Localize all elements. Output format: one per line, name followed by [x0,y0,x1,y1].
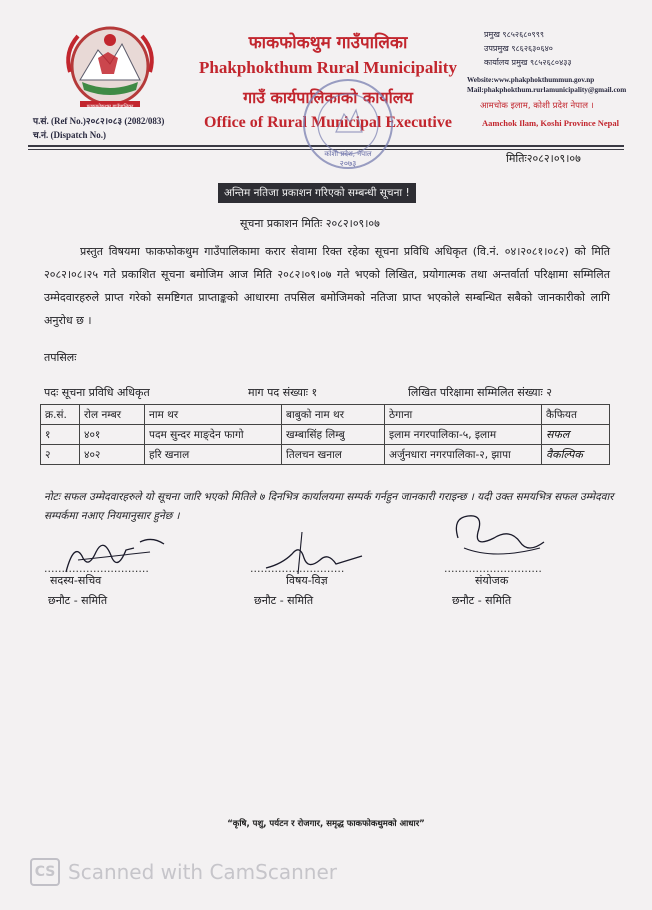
col-father-name: बाबुको नाम थर [282,405,385,425]
contact-office-chief: कार्यालय प्रमुख ९८५२६८०४३३ [484,58,572,67]
result-table [40,404,610,465]
col-name: नाम थर [145,405,282,425]
committee-label: छनौट - समिति [452,594,512,607]
cell-sn: १ [41,425,80,445]
cell-father-name: खम्बासिंह लिम्बु [282,425,385,445]
committee-label: छनौट - समिति [254,594,314,607]
municipality-name-np: फाकफोकथुम गाउँपालिका [248,33,408,53]
issue-date: मितिः२०८२।०९।०७ [506,152,581,165]
examinee-count: लिखित परिक्षामा सम्मिलित संख्याः २ [408,386,552,399]
signature-line: ............................ [444,562,542,575]
signature-line: .............................. [44,562,149,575]
contact-numbers [484,28,572,70]
publish-date: सूचना प्रकाशन मितिः २०८२।०९।०७ [240,217,380,230]
cell-sn: २ [41,445,80,465]
emblem-ribbon-text: फाकफोकथुम गाउँपालिका [86,104,134,110]
col-sn: क्र.सं. [41,405,80,425]
cell-roll: ४०२ [80,445,145,465]
signatory-coordinator: संयोजक [475,574,509,587]
cell-name: हरि खनाल [145,445,282,465]
notice-body-text: प्रस्तुत विषयमा फाकफोकथुम गाउँपालिकामा करार सेवामा रिक्त रहेका सूचना प्रविधि अधिकृत (वि.नं. ०४।२०८१।०८२) को मिति २०८२।०८।२५ गते प्रकाशित सूचना बमोजिम आज मिति २०८२।०९।०७ गते भएको लिखित, प्रयोगात्मक तथा अन्तर्वार्ता परिक्षामा सम्मिलित उम्मेदवारहरुले प्राप्त गरेको समष्टिगत प्राप्ताङ्कको आधारमा तपसिल बमोजिमको नतिजा प्राप्त भएकोले सम्बन्धित सबैको जानकारीको लागि अनुरोध छ । [44,245,610,327]
official-seal-stamp [300,76,396,172]
footer-slogan: “कृषि, पशु, पर्यटन र रोजगार, समृद्ध फाकफोकथुमको आधार” [227,819,425,829]
col-address: ठेगाना [385,405,542,425]
committee-label: छनौट - समिति [48,594,108,607]
municipality-name-en: Phakphokthum Rural Municipality [199,58,457,77]
website-link[interactable]: Website:www.phakphokthummun.gov.np [467,76,595,84]
camscanner-logo-icon: CS [30,858,60,886]
office-name-en: Office of Rural Municipal Executive [204,114,452,131]
col-roll: रोल नम्बर [80,405,145,425]
reference-number: प.सं. (Ref No.)२०८२।०८३ (2082/083) [33,116,165,126]
note-text: नोटः सफल उम्मेदवारहरुले यो सूचना जारि भएको मितिले ७ दिनभित्र कार्यालयमा सम्पर्क गर्नहुन जानकारी गराइन्छ । यदी उक्त समयभित्र सफल उम्मेदवार सम्पर्कमा नआए नियमानुसार हुनेछ । [44,491,614,522]
address-en: Aamchok Ilam, Koshi Province Nepal [482,118,620,128]
seal-province-text: कोशी प्रदेश, नेपाल [324,150,372,158]
table-row [41,445,610,465]
contact-deputy: उपप्रमुख ९८६२६३०६४० [484,44,553,53]
signature-coordinator [444,508,554,568]
post-name: पदः सूचना प्रविधि अधिकृत [44,386,150,399]
watermark-text: Scanned with CamScanner [68,860,337,884]
signatory-subject-expert: विषय-विज्ञ [286,574,328,587]
cell-address: इलाम नगरपालिका-५, इलाम [385,425,542,445]
dispatch-number: च.नं. (Dispatch No.) [33,130,106,140]
cell-address: अर्जुनधारा नगरपालिका-२, झापा [385,445,542,465]
cell-name: पदम सुन्दर माङ्देन फागो [145,425,282,445]
office-name-np: गाउँ कार्यपालिकाको कार्यालय [243,88,413,107]
signature-line: ........................... [250,562,345,575]
cell-father-name: तिलचन खनाल [282,445,385,465]
notice-body [44,240,610,332]
table-header-row [41,405,610,425]
camscanner-watermark [30,858,337,886]
email-link[interactable]: Mail:phakphokthum.rurlamunicipality@gmail.com [467,86,627,94]
seal-year-text: २०७३ [339,159,357,168]
address-np: आमचोक इलाम, कोशी प्रदेश नेपाल । [480,101,594,111]
nepal-emblem-icon [60,22,160,114]
tapsil-label: तपसिलः [44,351,77,364]
cell-roll: ४०१ [80,425,145,445]
contact-chief: प्रमुख ९८५२६८०९९९ [484,30,545,39]
vacancy-count: माग पद संख्याः १ [248,386,318,399]
cell-remarks-handwritten: वैकल्पिक [542,445,610,465]
notice-title: अन्तिम नतिजा प्रकाशन गरिएको सम्बन्धी सूचना ! [218,183,416,203]
col-remarks: कैफियत [542,405,610,425]
cell-remarks-handwritten: सफल [542,425,610,445]
web-contacts [467,75,626,95]
table-row [41,425,610,445]
signatory-member-secretary: सदस्य-सचिव [50,574,102,587]
